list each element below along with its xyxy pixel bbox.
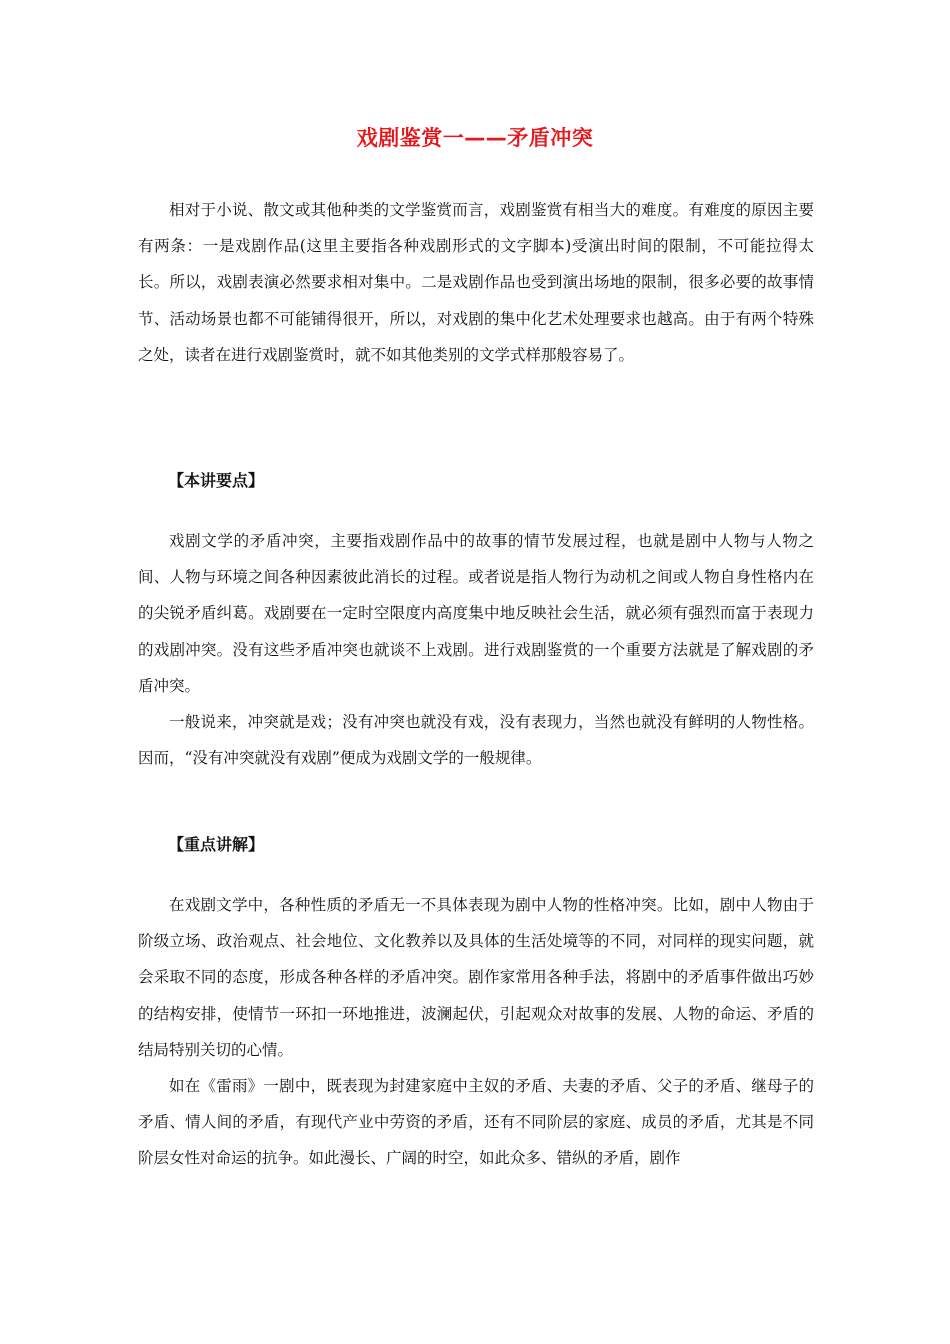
key-points-paragraph-1: 戏剧文学的矛盾冲突，主要指戏剧作品中的故事的情节发展过程，也就是剧中人物与人物之间、人物与环境之间各种因素彼此消长的过程。或者说是指人物行为动机之间或人物自身性格内在的尖锐矛盾纠葛。戏剧要在一定时空限度内高度集中地反映社会生活，就必须有强烈而富于表现力的戏剧冲突。没有这些矛盾冲突也就谈不上戏剧。进行戏剧鉴赏的一个重要方法就是了解戏剧的矛盾冲突。 bbox=[138, 532, 814, 695]
intro-paragraph: 相对于小说、散文或其他种类的文学鉴赏而言，戏剧鉴赏有相当大的难度。有难度的原因主要有两条：一是戏剧作品(这里主要指各种戏剧形式的文字脚本)受演出时间的限制，不可能拉得太长。所以，戏剧表演必然要求相对集中。二是戏剧作品也受到演出场地的限制，很多必要的故事情节、活动场景也都不可能铺得很开，所以，对戏剧的集中化艺术处理要求也越高。由于有两个特殊之处，读者在进行戏剧鉴赏时，就不如其他类别的文学式样那般容易了。 bbox=[138, 201, 814, 364]
intro-section bbox=[138, 192, 814, 373]
section-heading-explanation: 【重点讲解】 bbox=[168, 835, 265, 854]
explanation-paragraph-2: 如在《雷雨》一剧中，既表现为封建家庭中主奴的矛盾、夫妻的矛盾、父子的矛盾、继母子的矛盾、情人间的矛盾，有现代产业中劳资的矛盾，还有不同阶层的家庭、成员的矛盾，尤其是不同阶层女性对命运的抗争。如此漫长、广阔的时空，如此众多、错纵的矛盾，剧作 bbox=[138, 1077, 814, 1168]
key-points-paragraph-2: 一般说来，冲突就是戏；没有冲突也就没有戏，没有表现力，当然也就没有鲜明的人物性格。因而，“没有冲突就没有戏剧”便成为戏剧文学的一般规律。 bbox=[138, 713, 814, 768]
key-points-section bbox=[138, 523, 814, 776]
explanation-section bbox=[138, 887, 814, 1177]
section-heading-key-points: 【本讲要点】 bbox=[168, 471, 265, 490]
explanation-paragraph-1: 在戏剧文学中，各种性质的矛盾无一不具体表现为剧中人物的性格冲突。比如，剧中人物由于阶级立场、政治观点、社会地位、文化教养以及具体的生活处境等的不同，对同样的现实问题，就会采取不同的态度，形成各种各样的矛盾冲突。剧作家常用各种手法，将剧中的矛盾事件做出巧妙的结构安排，使情节一环扣一环地推进，波澜起伏，引起观众对故事的发展、人物的命运、矛盾的结局特别关切的心情。 bbox=[138, 896, 814, 1059]
document-title: 戏剧鉴赏一——矛盾冲突 bbox=[356, 126, 594, 150]
